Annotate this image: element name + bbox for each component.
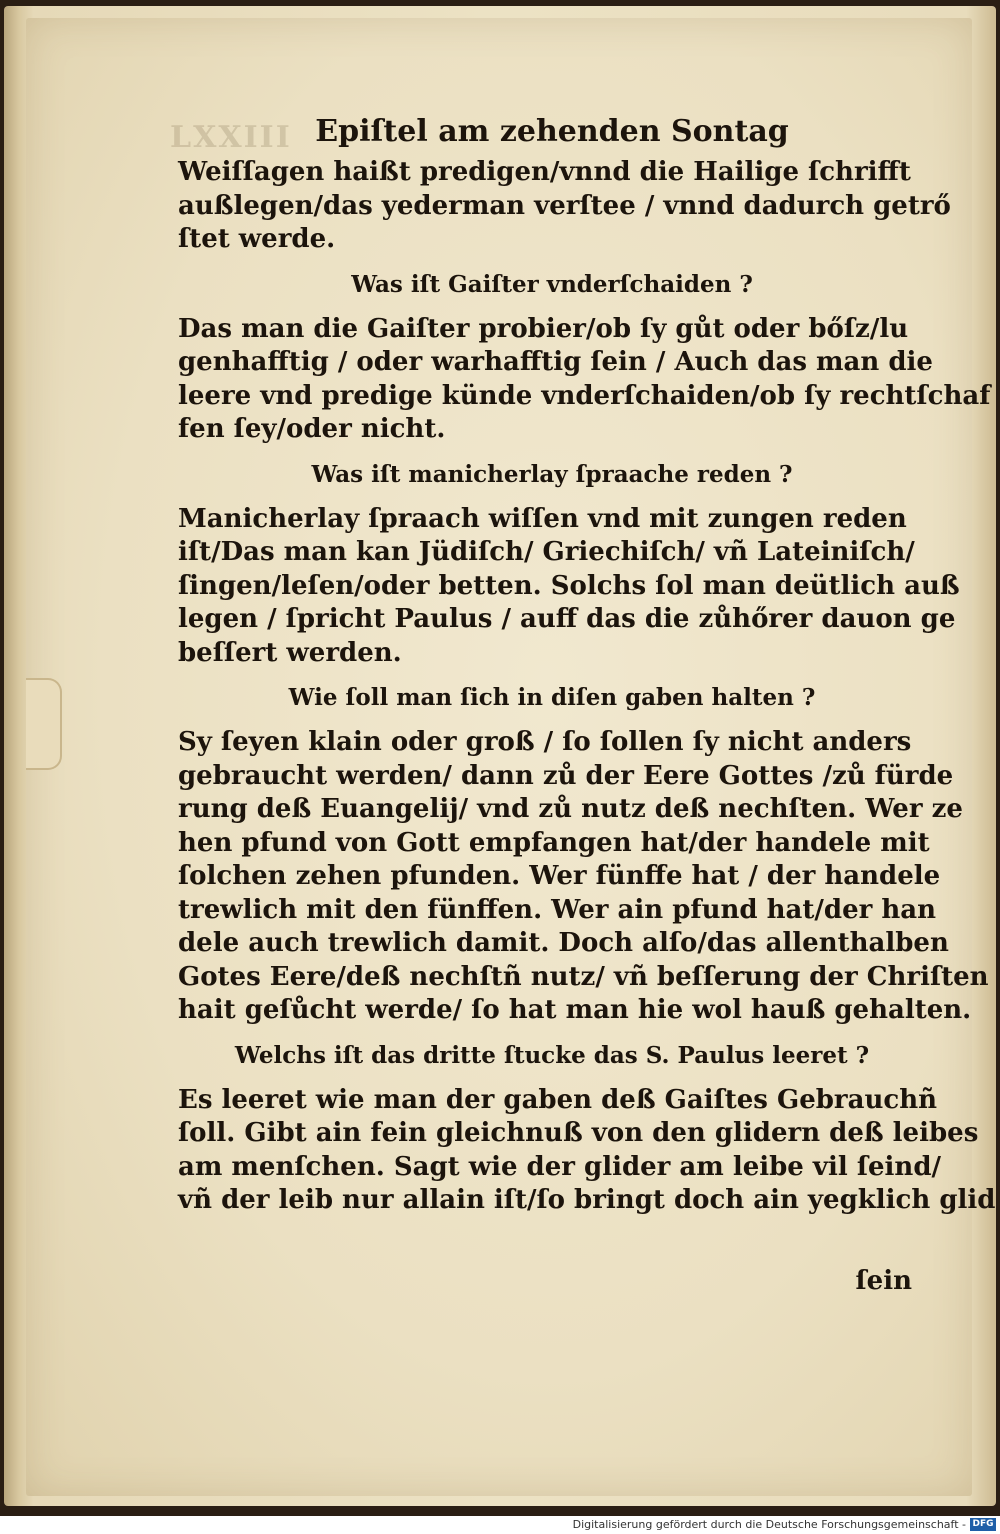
catchword: ſein [855,1266,912,1296]
text-line: Es leeret wie man der gaben deß Gaiſtes Gebrauchñ [178,1084,938,1115]
text-line: beſſert werden. [178,637,402,668]
text-blocks [178,156,996,1218]
question-heading: Was iſt manicherlay ſpraache reden ? [311,460,793,488]
text-line: Gotes Eere/deß nechſtñ nutz/ vñ beſſerung der Chriſten [178,961,989,992]
text-line: außlegen/das yederman verſtee / vnnd dadurch getrő [178,190,951,221]
text-line: hen pfund von Gott empfangen hat/der handele mit [178,827,930,858]
question-heading: Welchs iſt das dritte ſtucke das S. Paulus leeret ? [234,1041,870,1069]
text-line: Das man die Gaiſter probier/ob ſy gůt oder bőſz/lu [178,313,909,344]
answer-paragraph [178,726,989,1028]
text-line: iſt/Das man kan Jüdiſch/ Griechiſch/ vñ Lateiniſch/ [178,537,915,567]
text-line: rung deß Euangelij/ vnd zů nutz deß nechſten. Wer ze [178,794,963,824]
page-text [178,112,996,1218]
text-line: legen / ſpricht Paulus / auff das die zůhőrer dauon ge [178,604,956,634]
question-heading: Wie ſoll man ſich in diſen gaben halten ? [288,684,816,711]
answer-paragraph [178,313,991,447]
page-tab-marker [26,678,62,770]
text-line: ſoll. Gibt ain fein gleichnuß von den glidern deß leibes [178,1118,979,1148]
page-title: Epiſtel am zehenden Sontag [315,114,789,149]
question-heading: Was iſt Gaiſter vnderſchaiden ? [351,270,753,298]
text-line: gebraucht werden/ dann zů der Eere Gottes /zů fürde [178,760,954,791]
text-line: genhafftig / oder warhafftig ſein / Auch das man die [178,347,933,377]
show-through-folio: LXXIII [170,120,292,155]
text-line: am menſchen. Sagt wie der glider am leibe vil ſeind/ [178,1151,942,1182]
text-line: Weiſſagen haißt predigen/vnnd die Hailige ſchrifft [178,157,911,187]
answer-paragraph [178,156,951,257]
text-line: trewlich mit den fünffen. Wer ain pfund hat/der han [178,894,937,925]
answer-paragraph [178,1084,996,1218]
text-line: ſingen/leſen/oder betten. Solchs ſol man deütlich auß [178,570,960,601]
footer-bar [0,1516,1000,1534]
text-line: ſolchen zehen pfunden. Wer fünffe hat / der handele [178,861,941,891]
text-line: fen ſey/oder nicht. [178,414,446,444]
text-line: hait geſůcht werde/ ſo hat man hie wol hauß gehalten. [178,995,972,1025]
text-line: dele auch trewlich damit. Doch alſo/das allenthalben [178,928,949,958]
text-line: ſtet werde. [178,224,336,254]
answer-paragraph [178,503,960,671]
text-line: vñ der leib nur allain iſt/ſo bringt doch ain yegklich glid [178,1185,996,1215]
dfg-logo: DFG [970,1518,996,1531]
text-line: leere vnd predige künde vnderſchaiden/ob ſy rechtſchaf [178,380,991,411]
footer-credit: Digitalisierung gefördert durch die Deutsche Forschungsgemeinschaft - [572,1518,966,1531]
text-line: Sy ſeyen klain oder groß / ſo ſollen ſy nicht anders [178,727,912,757]
text-line: Manicherlay ſpraach wiſſen vnd mit zungen reden [178,503,907,534]
